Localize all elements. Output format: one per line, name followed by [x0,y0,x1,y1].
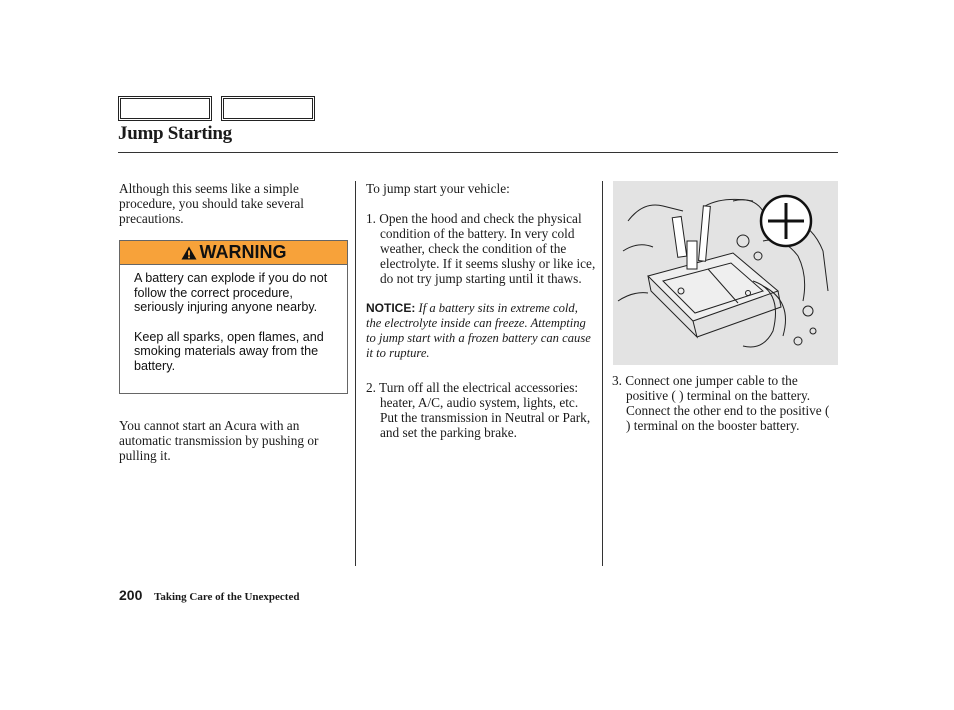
left-note [119,418,344,463]
warning-triangle-icon [181,246,197,260]
middle-column [366,181,596,440]
nav-box-1[interactable] [118,96,212,121]
battery-drawing [613,181,838,365]
warning-header [120,241,347,265]
warning-paragraph: A battery can explode if you do not follow the correct procedure, seriously injuring anyone nearby. [134,271,328,315]
left-column [119,181,344,226]
nav-box-2[interactable] [221,96,315,121]
column-divider-2 [602,181,603,566]
column-divider-1 [355,181,356,566]
battery-illustration [613,181,838,365]
step-2-continued: Put the transmission in Neutral or Park, and set the parking brake. [380,410,591,440]
intro-text: Although this seems like a simple procedure, you should take several precautions. [119,181,304,226]
warning-box [119,240,348,394]
page-title: Jump Starting [118,123,232,144]
notice-text: If a battery sits in extreme cold, the electrolyte inside can freeze. Attempting to jump start with a frozen battery can cause it to rupture. [366,301,591,360]
lead-text: To jump start your vehicle: [366,181,510,196]
title-rule [118,152,838,153]
notice-paragraph [366,301,596,361]
warning-label: WARNING [199,242,287,262]
warning-paragraph: Keep all sparks, open flames, and smoking materials away from the battery. [134,329,324,373]
warning-body [120,265,347,374]
right-column [612,373,837,433]
page-number: 200 [119,587,143,603]
section-footer: Taking Care of the Unexpected [154,591,300,603]
pushing-note: You cannot start an Acura with an automatic transmission by pushing or pulling it. [119,418,319,463]
notice-label: NOTICE: [366,301,416,315]
step-3: 3. Connect one jumper cable to the positive ( ) terminal on the battery. Connect the other end to the positive ( ) terminal on the booster battery. [612,373,830,433]
step-1: 1. Open the hood and check the physical condition of the battery. In very cold weather, check the condition of the electrolyte. If it seems slushy or like ice, do not try jump starting until it thaws. [366,211,596,286]
step-2: 2. Turn off all the electrical accessories: heater, A/C, audio system, lights, etc. [366,380,579,410]
